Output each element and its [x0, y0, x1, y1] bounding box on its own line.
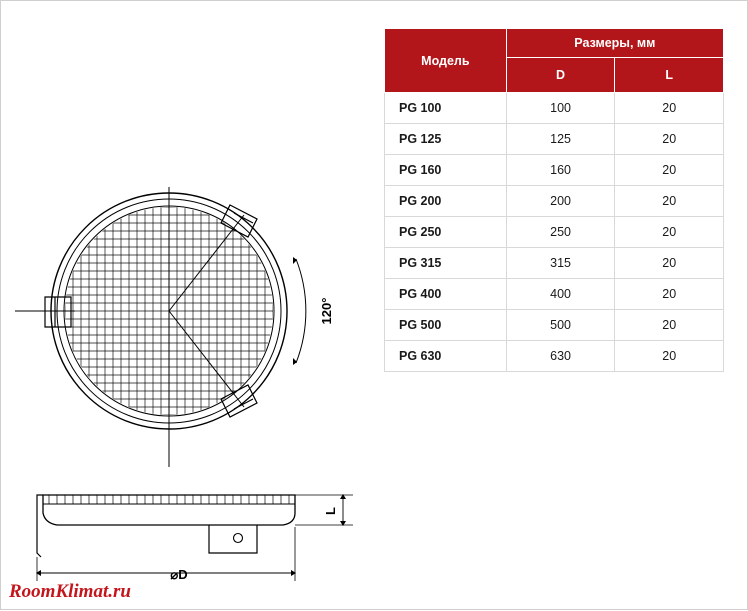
cell-l: 20: [615, 310, 724, 341]
cell-d: 500: [506, 310, 615, 341]
table-row: [385, 248, 724, 279]
cell-d: 400: [506, 279, 615, 310]
cell-model: PG 315: [385, 248, 507, 279]
table-row: [385, 124, 724, 155]
cell-l: 20: [615, 341, 724, 372]
angle-label: 120°: [319, 297, 334, 325]
column-header-l: L: [615, 58, 724, 93]
cell-model: PG 200: [385, 186, 507, 217]
table-row: [385, 341, 724, 372]
table-body: [385, 93, 724, 372]
cell-l: 20: [615, 93, 724, 124]
cell-d: 315: [506, 248, 615, 279]
angle-arrow-top: [293, 257, 297, 264]
d-dimension-label: ⌀D: [170, 567, 188, 582]
cell-d: 160: [506, 155, 615, 186]
cell-model: PG 100: [385, 93, 507, 124]
cell-model: PG 400: [385, 279, 507, 310]
cell-d: 630: [506, 341, 615, 372]
site-watermark: RoomKlimat.ru: [9, 581, 131, 602]
plan-view: [15, 187, 306, 467]
column-header-d: D: [506, 58, 615, 93]
bracket-hole: [234, 534, 243, 543]
center-bracket-tab: [209, 525, 257, 553]
l-dimension-label: L: [323, 507, 338, 515]
table-row: [385, 155, 724, 186]
table-head-row-1: [385, 29, 724, 58]
cell-l: 20: [615, 186, 724, 217]
specifications-table: [384, 28, 724, 372]
cell-d: 250: [506, 217, 615, 248]
table-row: [385, 279, 724, 310]
table-row: [385, 93, 724, 124]
side-hatch-ticks: [49, 495, 289, 504]
table-row: [385, 186, 724, 217]
technical-drawing: [1, 1, 381, 611]
cell-model: PG 160: [385, 155, 507, 186]
cell-l: 20: [615, 217, 724, 248]
angle-arrow-bottom: [293, 358, 297, 365]
cell-l: 20: [615, 248, 724, 279]
cell-l: 20: [615, 279, 724, 310]
cell-model: PG 630: [385, 341, 507, 372]
cell-l: 20: [615, 155, 724, 186]
cell-model: PG 500: [385, 310, 507, 341]
column-header-model: Модель: [385, 29, 507, 93]
cell-d: 200: [506, 186, 615, 217]
angle-arc: [296, 259, 306, 363]
column-header-dimensions: Размеры, мм: [506, 29, 723, 58]
cell-model: PG 250: [385, 217, 507, 248]
drawing-svg: [1, 1, 381, 611]
cell-l: 20: [615, 124, 724, 155]
cell-d: 100: [506, 93, 615, 124]
table-row: [385, 310, 724, 341]
table-head: [385, 29, 724, 93]
cell-d: 125: [506, 124, 615, 155]
side-view: [36, 494, 353, 581]
table-row: [385, 217, 724, 248]
left-flange: [37, 495, 43, 557]
cell-model: PG 125: [385, 124, 507, 155]
